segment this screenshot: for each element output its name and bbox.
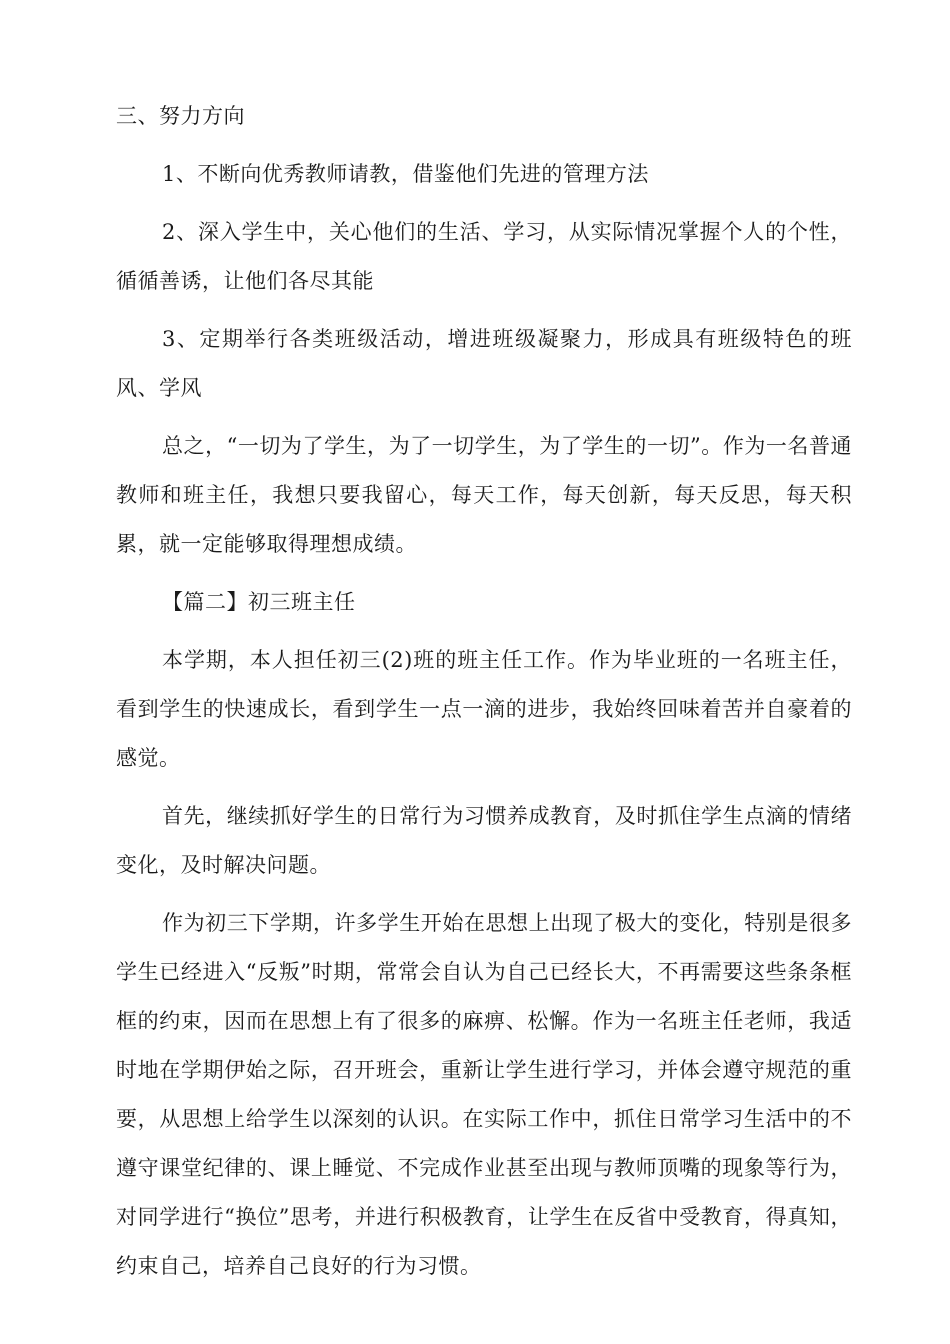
- section-heading: 三、努力方向: [116, 104, 245, 128]
- direction-item-3: 3、定期举行各类班级活动，增进班级凝聚力，形成具有班级特色的班风、学风: [116, 327, 852, 400]
- summary-paragraph: 总之，“一切为了学生，为了一切学生，为了学生的一切”。作为一名普通教师和班主任，我想只要我留心，每天工作，每天创新，每天反思，每天积累，就一定能够取得理想成绩。: [116, 434, 852, 556]
- direction-item-1: 1、不断向优秀教师请教，借鉴他们先进的管理方法: [162, 162, 649, 186]
- body-paragraph-3: 作为初三下学期，许多学生开始在思想上出现了极大的变化，特别是很多学生已经进入“反叛”时期，常常会自认为自己已经长大，不再需要这些条条框框的约束，因而在思想上有了很多的麻痹、松懈。作为一名班主任老师，我适时地在学期伊始之际，召开班会，重新让学生进行学习，并体会遵守规范的重要，从思想上给学生以深刻的认识。在实际工作中，抓住日常学习生活中的不遵守课堂纪律的、课上睡觉、不完成作业甚至出现与教师顶嘴的现象等行为，对同学进行“换位”思考，并进行积极教育，让学生在反省中受教育，得真知，约束自己，培养自己良好的行为习惯。: [116, 911, 852, 1278]
- part-heading: 【篇二】初三班主任: [162, 590, 356, 614]
- direction-item-2: 2、深入学生中，关心他们的生活、学习，从实际情况掌握个人的个性，循循善诱，让他们各尽其能: [116, 220, 852, 293]
- document-body: [116, 92, 852, 1300]
- body-paragraph-1: 本学期，本人担任初三(2)班的班主任工作。作为毕业班的一名班主任，看到学生的快速成长，看到学生一点一滴的进步，我始终回味着苦并自豪着的感觉。: [116, 648, 852, 770]
- body-paragraph-2: 首先，继续抓好学生的日常行为习惯养成教育，及时抓住学生点滴的情绪变化，及时解决问题。: [116, 804, 852, 877]
